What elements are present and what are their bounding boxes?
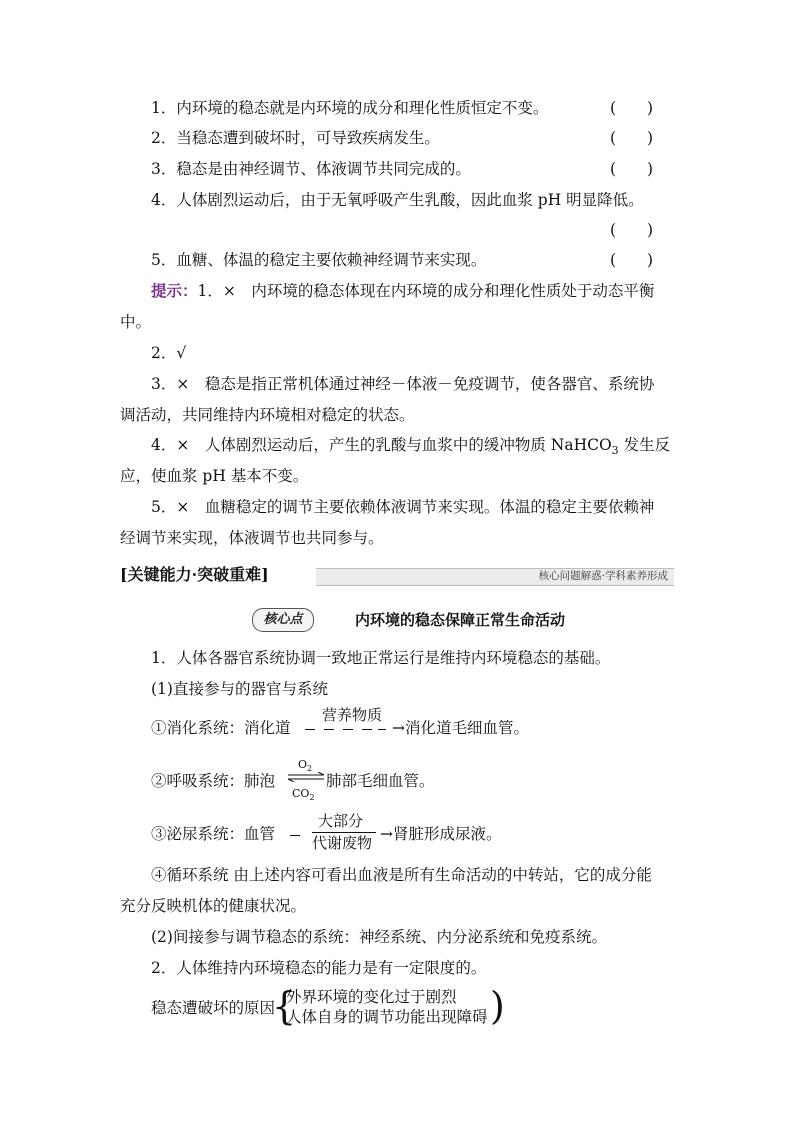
circ-line-a: ④循环系统 由上述内容可看出血液是所有生命活动的中转站，它的成分能 xyxy=(151,866,652,884)
hint-3-line-a: 3．× 稳态是指正常机体通过神经－体液－免疫调节，使各器官、系统协 xyxy=(151,375,655,393)
resp-top: $O_2$ xyxy=(298,758,313,774)
hint-5-line-a: 5．× 血糖稳定的调节主要依赖体液调节来实现。体温的稳定主要依赖神 xyxy=(151,498,655,516)
hint-4-text-end: 发生反 xyxy=(618,436,671,454)
question-2: 2．当稳态遭到破坏时，可导致疾病发生。 xyxy=(151,129,440,147)
uri-fraction-line xyxy=(312,832,376,833)
body-p2: 2．人体维持内环境稳态的能力是有一定限度的。 xyxy=(151,959,487,977)
dash-4 xyxy=(362,729,372,730)
dash-1 xyxy=(305,729,315,730)
hint-2: 2．√ xyxy=(151,344,187,362)
hint-1-line-a xyxy=(151,281,654,301)
section-banner xyxy=(120,564,674,586)
digest-label: 营养物质 xyxy=(322,706,383,724)
answer-paren-2[interactable]: ( ) xyxy=(610,129,654,147)
hint-4-text: 4．× 人体剧烈运动后，产生的乳酸与血浆中的缓冲物质 NaHCO xyxy=(151,436,612,454)
question-3: 3．稳态是由神经调节、体液调节共同完成的。 xyxy=(151,160,471,178)
question-5: 5．血糖、体温的稳定主要依赖神经调节来实现。 xyxy=(151,251,487,269)
banner-subtitle: 核心问题解惑·学科素养形成 xyxy=(538,570,668,582)
hint-1-text: 1．× 内环境的稳态体现在内环境的成分和理化性质处于动态平衡 xyxy=(197,282,655,300)
body-p1-2: (2)间接参与调节稳态的系统：神经系统、内分泌系统和免疫系统。 xyxy=(151,928,607,946)
body-p1-1: (1)直接参与的器官与系统 xyxy=(151,680,328,698)
question-4: 4．人体剧烈运动后，由于无氧呼吸产生乳酸，因此血浆 pH 明显降低。 xyxy=(151,191,644,209)
answer-paren-4[interactable]: ( ) xyxy=(610,221,654,239)
uri-post: →肾脏形成尿液。 xyxy=(380,825,502,843)
core-badge: 核心点 xyxy=(252,608,314,632)
hint-3-line-b: 调活动，共同维持内环境相对稳定的状态。 xyxy=(120,406,415,424)
banner-title: [关键能力·突破重难] xyxy=(120,565,269,584)
hint-label: 提示： xyxy=(151,281,198,300)
hint-5-line-b: 经调节来实现，体液调节也共同参与。 xyxy=(120,529,384,547)
cause-label: 稳态遭破坏的原因 xyxy=(151,999,276,1017)
resp-pre: ②呼吸系统：肺泡 xyxy=(151,772,276,790)
subscript-3: 3 xyxy=(611,444,619,458)
hint-4-line-b: 应，使血浆 pH 基本不变。 xyxy=(120,467,309,485)
digest-pre: ①消化系统：消化道 xyxy=(151,719,291,737)
body-p1: 1．人体各器官系统协调一致地正常运行是维持内环境稳态的基础。 xyxy=(151,649,611,667)
uri-dash xyxy=(290,835,300,836)
hint-1-line-b: 中。 xyxy=(120,313,152,331)
resp-bottom: $CO_2$ xyxy=(292,787,315,803)
uri-bottom: 代谢废物 xyxy=(312,834,373,852)
question-1: 1．内环境的稳态就是内环境的成分和理化性质恒定不变。 xyxy=(151,99,549,117)
answer-paren-1[interactable]: ( ) xyxy=(610,99,654,117)
resp-post: 肺部毛细血管。 xyxy=(326,772,435,790)
circ-line-b: 充分反映机体的健康状况。 xyxy=(120,897,307,915)
left-brace: { xyxy=(272,984,297,1028)
exchange-arrow-icon xyxy=(286,772,326,782)
uri-pre: ③泌尿系统：血管 xyxy=(151,825,276,843)
dash-2 xyxy=(324,729,334,730)
hint-4-line-a xyxy=(151,435,670,461)
right-brace: ) xyxy=(490,984,505,1028)
uri-top: 大部分 xyxy=(318,812,364,830)
answer-paren-3[interactable]: ( ) xyxy=(610,160,654,178)
digest-post: →消化道毛细血管。 xyxy=(392,719,529,737)
dash-3 xyxy=(343,729,353,730)
cause-1: 外界环境的变化过于剧烈 xyxy=(286,988,457,1006)
answer-paren-5[interactable]: ( ) xyxy=(610,251,654,269)
core-title: 内环境的稳态保障正常生命活动 xyxy=(355,611,566,629)
dash-5 xyxy=(378,729,386,730)
cause-2: 人体自身的调节功能出现障碍 xyxy=(286,1008,488,1026)
